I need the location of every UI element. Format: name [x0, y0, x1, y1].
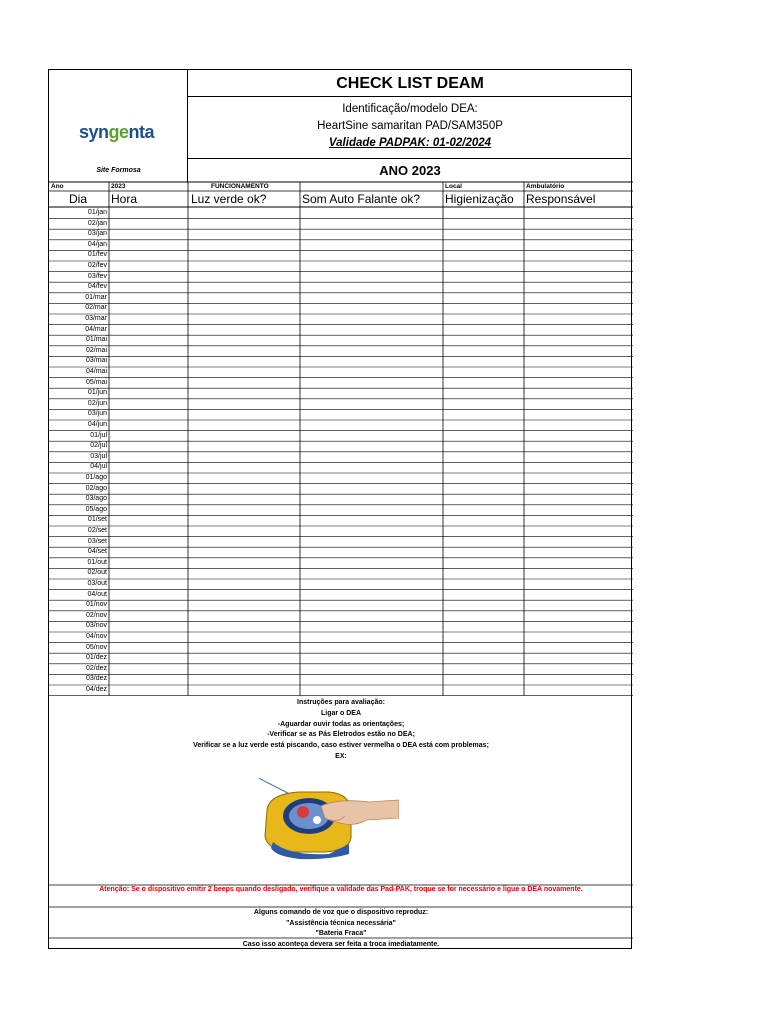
- table-row-date: 03/jan: [87, 230, 107, 238]
- year-title: ANO 2023: [379, 163, 441, 178]
- table-row-date: 04/set: [87, 548, 107, 556]
- instructions-line: Ligar o DEA: [320, 709, 362, 717]
- table-row-date: 01/mai: [85, 336, 107, 344]
- table-row-date: 03/out: [87, 580, 107, 587]
- checklist-sheet: [48, 69, 632, 949]
- table-row-date: 05/mai: [85, 378, 107, 386]
- col-som-auto-falante: Som Auto Falante ok?: [302, 192, 421, 206]
- table-row-date: 03/fev: [87, 272, 107, 280]
- table-row-date: 04/nov: [85, 633, 107, 640]
- table-row-date: 03/mai: [85, 357, 107, 365]
- attention-note: Atenção: Se o dispositivo emitir 2 beeps quando desligado, verifique a validade das Pad-PAK, troque se for necessário e ligue o DEA novamente.: [99, 886, 583, 893]
- table-row-date: 02/mai: [85, 346, 107, 354]
- table-row-date: 01/jul: [90, 431, 107, 439]
- instructions-title: Instruções para avaliação:: [297, 699, 385, 706]
- table-row-date: 02/jul: [90, 442, 107, 450]
- table-row-date: 02/nov: [85, 611, 107, 619]
- col-hora: Hora: [111, 192, 138, 206]
- col-dia: Dia: [69, 192, 88, 206]
- validity-line: Validade PADPAK: 01-02/2024: [328, 137, 492, 149]
- table-row-date: 04/fev: [87, 283, 107, 291]
- instructions-example: EX:: [335, 752, 347, 760]
- table-row-date: 04/jul: [90, 463, 107, 471]
- table-row-date: 04/mar: [85, 325, 107, 333]
- table-row-date: 01/ago: [85, 474, 107, 481]
- table-row-date: 01/fev: [87, 251, 107, 259]
- table-row-date: 02/out: [87, 569, 107, 577]
- table-row-date: 02/jun: [87, 399, 107, 407]
- table-row-date: 03/set: [87, 537, 107, 545]
- table-row-date: 03/ago: [85, 495, 107, 503]
- table-row-date: 04/out: [87, 590, 107, 598]
- instructions: [49, 698, 633, 763]
- table-row-date: 02/set: [87, 527, 107, 534]
- table-row-date: 03/jul: [90, 452, 107, 460]
- table-row-date: 02/jan: [87, 219, 107, 227]
- site-label: Site Formosa: [96, 167, 141, 174]
- ano-label: Ano: [51, 183, 64, 190]
- table-row-date: 02/ago: [85, 484, 107, 492]
- table-row-date: 02/dez: [85, 664, 107, 672]
- table-row-date: 04/dez: [85, 686, 107, 693]
- instructions-line: -Aguardar ouvir todas as orientações;: [277, 720, 405, 728]
- table-row-date: 03/jun: [87, 410, 107, 418]
- table-row-date: 01/nov: [85, 601, 107, 609]
- table-row-date: 01/jun: [87, 389, 107, 397]
- table-row-date: 03/mar: [85, 315, 107, 322]
- table-row-date: 01/out: [87, 558, 107, 566]
- table-row-date: 03/dez: [85, 675, 107, 683]
- table-row-date: 04/jun: [87, 421, 107, 428]
- voice-footer: Caso isso aconteça devera ser feita a troca imediatamente.: [242, 940, 440, 948]
- col-luz-verde: Luz verde ok?: [191, 192, 267, 206]
- voice-commands: [49, 908, 633, 950]
- ident-line-2: HeartSine samaritan PAD/SAM350P: [317, 120, 503, 132]
- table-row-date: 04/mai: [85, 368, 107, 375]
- table-row-date: 02/fev: [87, 262, 107, 269]
- ident-line-1: Identificação/modelo DEA:: [342, 103, 478, 115]
- syngenta-logo: syngenta: [79, 122, 155, 142]
- voice-title: Alguns comando de voz que o dispositivo reproduz:: [253, 909, 429, 916]
- aed-device-illustration: [259, 760, 399, 860]
- table-row-date: 01/set: [87, 516, 107, 524]
- table-row-date: 04/jan: [87, 240, 107, 248]
- ambulatorio-label: Ambulatório: [526, 183, 565, 190]
- table-row-date: 05/ago: [85, 505, 107, 513]
- col-responsavel: Responsável: [526, 192, 596, 206]
- instructions-line: -Verificar se as Pás Eletrodos estão no DEA;: [267, 731, 415, 739]
- table-row-date: 05/nov: [85, 643, 107, 651]
- funcionamento-label: FUNCIONAMENTO: [211, 183, 269, 190]
- ano-value: 2023: [111, 183, 126, 190]
- page-title: CHECK LIST DEAM: [188, 70, 632, 97]
- col-higienizacao: Higienização: [445, 192, 514, 206]
- instructions-line: Verificar se a luz verde está piscando, caso estiver vermelha o DEA está com problemas;: [193, 742, 489, 750]
- table-row-date: 03/nov: [85, 622, 107, 630]
- table-row-date: 01/jan: [87, 209, 107, 216]
- local-label: Local: [445, 183, 462, 190]
- table-row-date: 01/dez: [85, 654, 107, 662]
- voice-line: "Assistência técnica necessária": [286, 919, 396, 927]
- voice-line: "Bateria Fraca": [315, 930, 367, 937]
- table-row-date: 01/mar: [85, 293, 107, 301]
- table-row-date: 02/mar: [85, 304, 107, 312]
